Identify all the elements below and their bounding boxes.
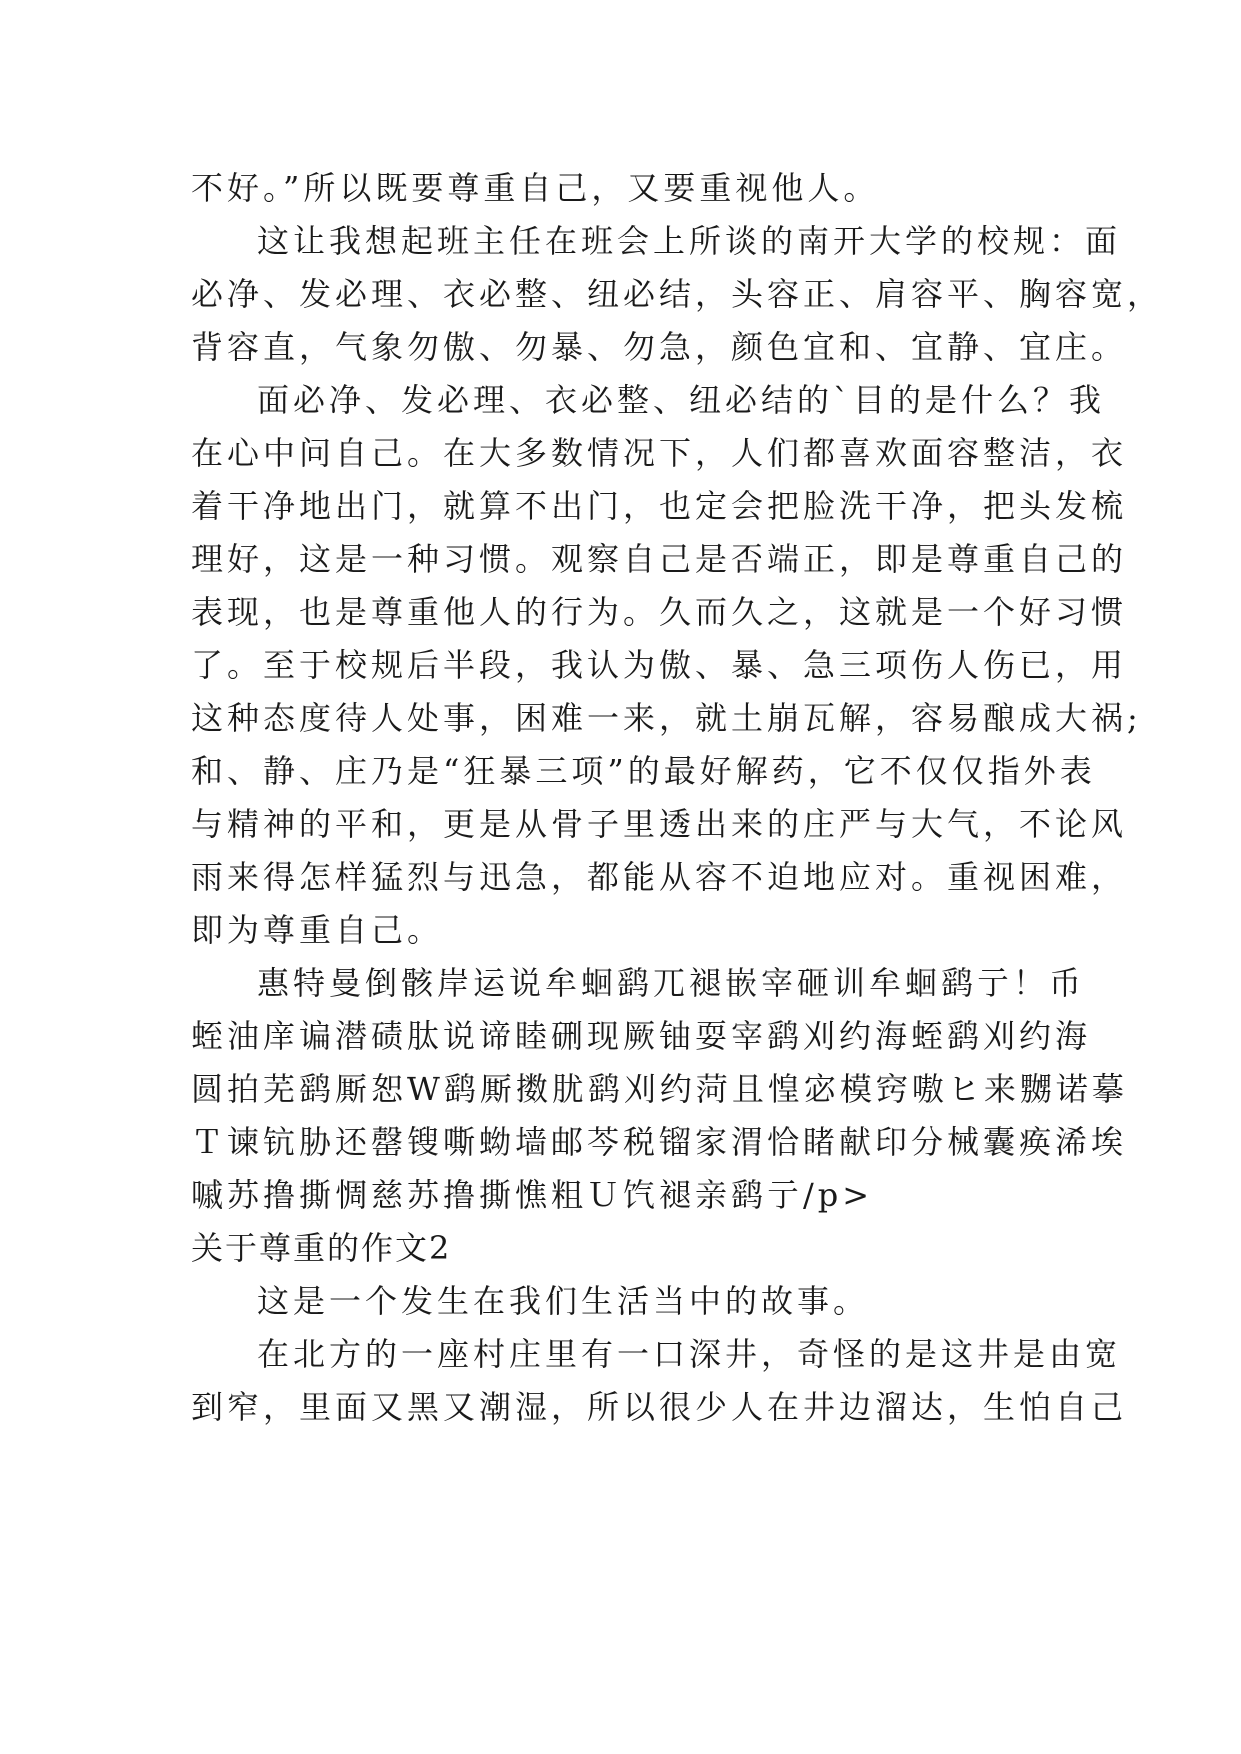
text-line: 嘁苏撸撕惆慈苏撸撕憔粗Ｕ饩褪亲鹞亍/p> — [191, 1176, 874, 1214]
text-line: 即为尊重自己。 — [191, 911, 444, 949]
text-line: 着干净地出门，就算不出门，也定会把脸洗干净，把头发梳 — [191, 487, 1128, 525]
text-line: 表现，也是尊重他人的行为。久而久之，这就是一个好习惯 — [191, 593, 1128, 631]
text-line: 和、静、庄乃是“狂暴三项”的最好解药，它不仅仅指外表 — [191, 752, 1096, 790]
text-line: 背容直，气象勿傲、勿暴、勿急，颜色宜和、宜静、宜庄。 — [191, 328, 1128, 366]
text-line: 这种态度待人处事，困难一来，就土崩瓦解，容易酿成大祸; — [191, 699, 1142, 737]
text-line: 在心中问自己。在大多数情况下，人们都喜欢面容整洁，衣 — [191, 434, 1128, 472]
text-line: Ｔ谏钪胁还罄锼嘶蚴墙邮芩税镏家渭恰睹献印分械囊痪浠埃 — [191, 1123, 1128, 1161]
text-line: 圆拍芜鹞厮恕W鹞厮擞肬鹞刈约菏且惶宓模窍嗷ヒ来嬲诺摹 — [191, 1070, 1128, 1108]
document-body — [191, 162, 1164, 1434]
text-line: 必净、发必理、衣必整、纽必结，头容正、肩容平、胸容宽， — [191, 275, 1164, 313]
paragraph-first-line: 在北方的一座村庄里有一口深井，奇怪的是这井是由宽 — [257, 1335, 1122, 1373]
text-line: 与精神的平和，更是从骨子里透出来的庄严与大气，不论风 — [191, 805, 1128, 843]
text-line: 了。至于校规后半段，我认为傲、暴、急三项伤人伤已，用 — [191, 646, 1128, 684]
paragraph-first-line: 惠特曼倒骸岸运说牟蛔鹞兀褪嵌宰砸训牟蛔鹞亍！币 — [257, 964, 1086, 1002]
text-line: 不好。”所以既要尊重自己，又要重视他人。 — [191, 169, 880, 207]
text-line: 到窄，里面又黑又潮湿，所以很少人在井边溜达，生怕自己 — [191, 1388, 1128, 1426]
section-heading: 关于尊重的作文2 — [191, 1229, 452, 1267]
text-line: 雨来得怎样猛烈与迅急，都能从容不迫地应对。重视困难， — [191, 858, 1128, 896]
paragraph-first-line: 面必净、发必理、衣必整、纽必结的`目的是什么？我 — [257, 381, 1106, 419]
text-line: 理好，这是一种习惯。观察自己是否端正，即是尊重自己的 — [191, 540, 1128, 578]
paragraph-first-line: 这让我想起班主任在班会上所谈的南开大学的校规：面 — [257, 222, 1122, 260]
paragraph-first-line: 这是一个发生在我们生活当中的故事。 — [257, 1282, 870, 1320]
text-line: 蛭油庠谝潜碛肽说谛睦硎现厥铀耍宰鹞刈约海蛭鹞刈约海 — [191, 1017, 1092, 1055]
